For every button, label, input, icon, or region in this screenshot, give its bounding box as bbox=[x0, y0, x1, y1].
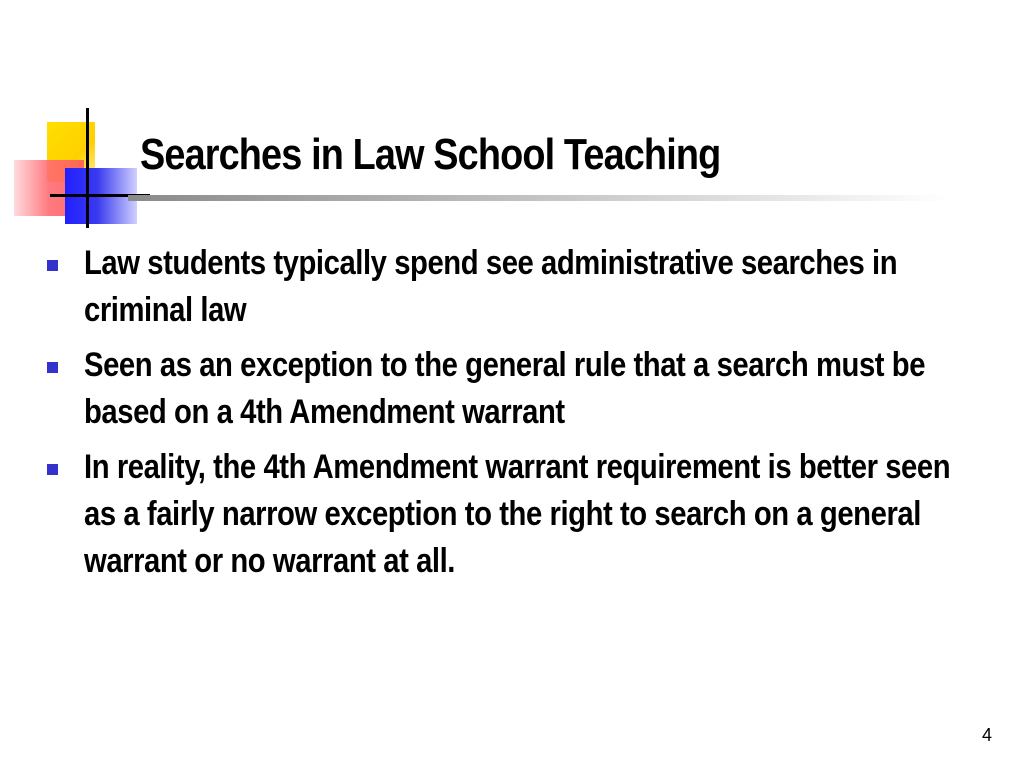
square-bullet-icon bbox=[47, 464, 58, 475]
page-number: 4 bbox=[981, 725, 992, 745]
bullet-text: Seen as an exception to the general rule that a search must be based on a 4th Amendment warrant bbox=[84, 346, 926, 431]
square-bullet-icon bbox=[47, 260, 58, 271]
square-bullet-icon bbox=[47, 362, 58, 373]
bullet-list bbox=[44, 240, 984, 593]
bullet-text: Law students typically spend see administrative searches in criminal law bbox=[84, 244, 898, 329]
bullet-item bbox=[44, 342, 984, 436]
title-underline bbox=[128, 195, 948, 201]
slide-title: Searches in Law School Teaching bbox=[140, 130, 721, 179]
bullet-text: In reality, the 4th Amendment warrant requirement is better seen as a fairly narrow exception to the right to search on a general warrant or no warrant at all. bbox=[84, 448, 951, 580]
logo-vertical-line bbox=[86, 108, 89, 228]
decorative-logo bbox=[10, 108, 150, 233]
bullet-item bbox=[44, 240, 984, 334]
bullet-item bbox=[44, 444, 984, 585]
